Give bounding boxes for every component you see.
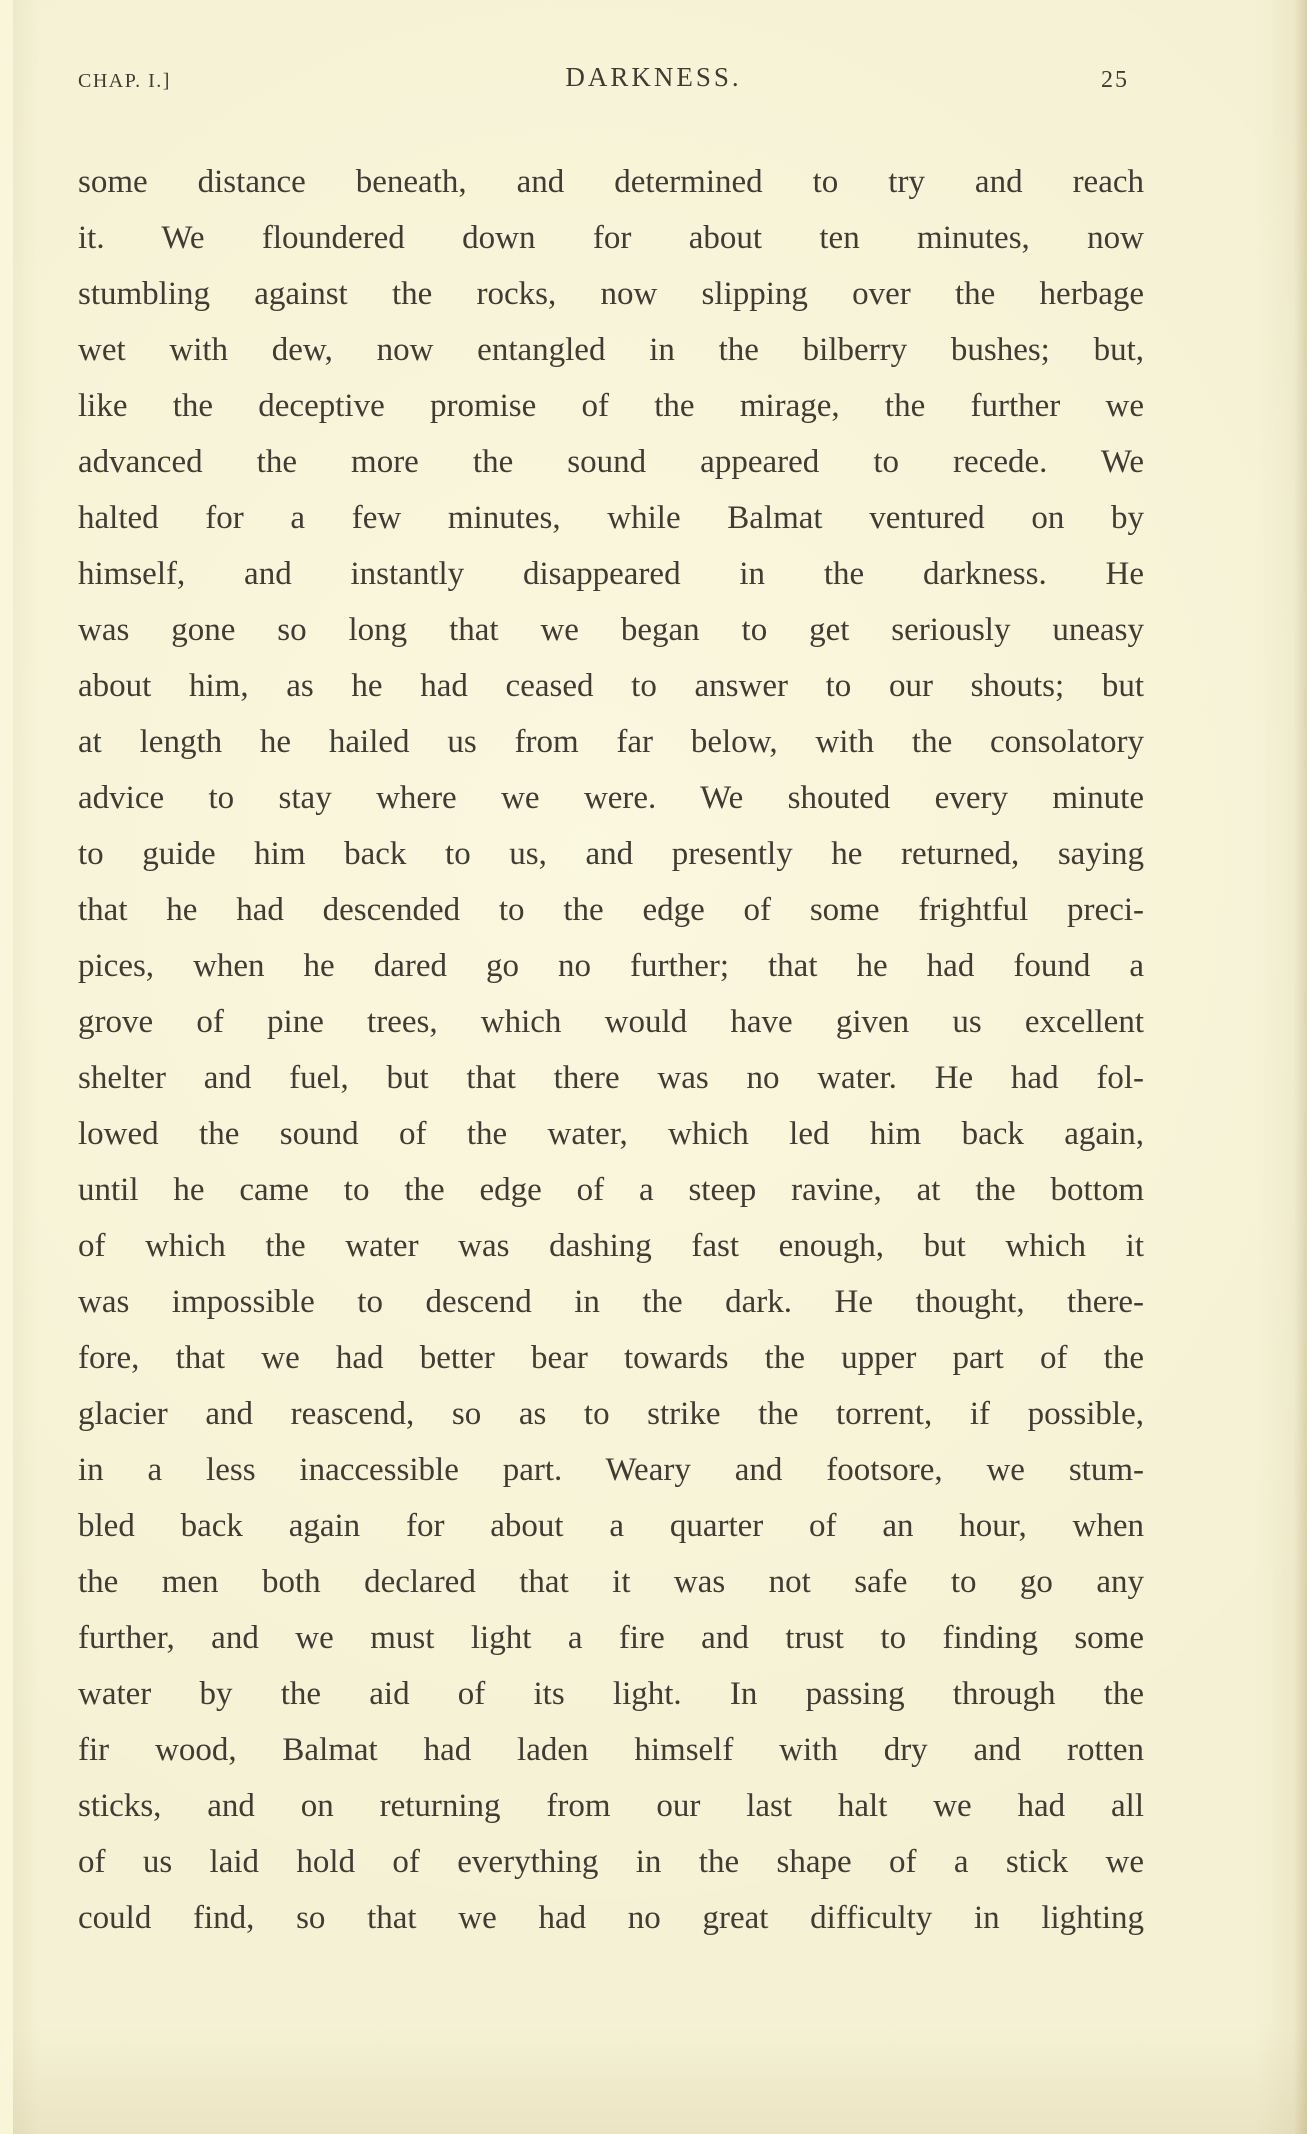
text-line: pices, when he dared go no further; that he had found a xyxy=(78,948,1144,984)
text-line: that he had descended to the edge of some frightful preci- xyxy=(78,892,1144,928)
body-text xyxy=(78,154,1144,1946)
text-line: in a less inaccessible part. Weary and footsore, we stum- xyxy=(78,1452,1144,1488)
text-line: some distance beneath, and determined to try and reach xyxy=(78,164,1144,200)
text-line: bled back again for about a quarter of an hour, when xyxy=(78,1508,1144,1544)
text-line: at length he hailed us from far below, with the consolatory xyxy=(78,724,1144,760)
text-line: to guide him back to us, and presently he returned, saying xyxy=(78,836,1144,872)
text-line: advanced the more the sound appeared to recede. We xyxy=(78,444,1144,480)
text-line: water by the aid of its light. In passing through the xyxy=(78,1676,1144,1712)
text-line: fir wood, Balmat had laden himself with dry and rotten xyxy=(78,1732,1144,1768)
text-line: the men both declared that it was not safe to go any xyxy=(78,1564,1144,1600)
text-line: was impossible to descend in the dark. He thought, there- xyxy=(78,1284,1144,1320)
text-line: wet with dew, now entangled in the bilberry bushes; but, xyxy=(78,332,1144,368)
text-line: himself, and instantly disappeared in the darkness. He xyxy=(78,556,1144,592)
text-line: of which the water was dashing fast enough, but which it xyxy=(78,1228,1144,1264)
text-line: further, and we must light a fire and trust to finding some xyxy=(78,1620,1144,1656)
text-line: stumbling against the rocks, now slipping over the herbage xyxy=(78,276,1144,312)
text-line: halted for a few minutes, while Balmat ventured on by xyxy=(78,500,1144,536)
chapter-label: CHAP. I.] xyxy=(78,70,171,92)
text-line: about him, as he had ceased to answer to our shouts; but xyxy=(78,668,1144,704)
text-line: until he came to the edge of a steep ravine, at the bottom xyxy=(78,1172,1144,1208)
text-line: fore, that we had better bear towards the upper part of the xyxy=(78,1340,1144,1376)
text-line: shelter and fuel, but that there was no water. He had fol- xyxy=(78,1060,1144,1096)
text-line: sticks, and on returning from our last halt we had all xyxy=(78,1788,1144,1824)
page-number: 25 xyxy=(1101,67,1129,93)
running-title: DARKNESS. xyxy=(565,62,742,92)
text-line: like the deceptive promise of the mirage, the further we xyxy=(78,388,1144,424)
text-line: could find, so that we had no great difficulty in lighting xyxy=(78,1900,1144,1936)
text-line: glacier and reascend, so as to strike the torrent, if possible, xyxy=(78,1396,1144,1432)
text-line: lowed the sound of the water, which led him back again, xyxy=(78,1116,1144,1152)
text-line: it. We floundered down for about ten minutes, now xyxy=(78,220,1144,256)
text-line: of us laid hold of everything in the shape of a stick we xyxy=(78,1844,1144,1880)
text-line: advice to stay where we were. We shouted every minute xyxy=(78,780,1144,816)
text-line: was gone so long that we began to get seriously uneasy xyxy=(78,612,1144,648)
text-line: grove of pine trees, which would have given us excellent xyxy=(78,1004,1144,1040)
